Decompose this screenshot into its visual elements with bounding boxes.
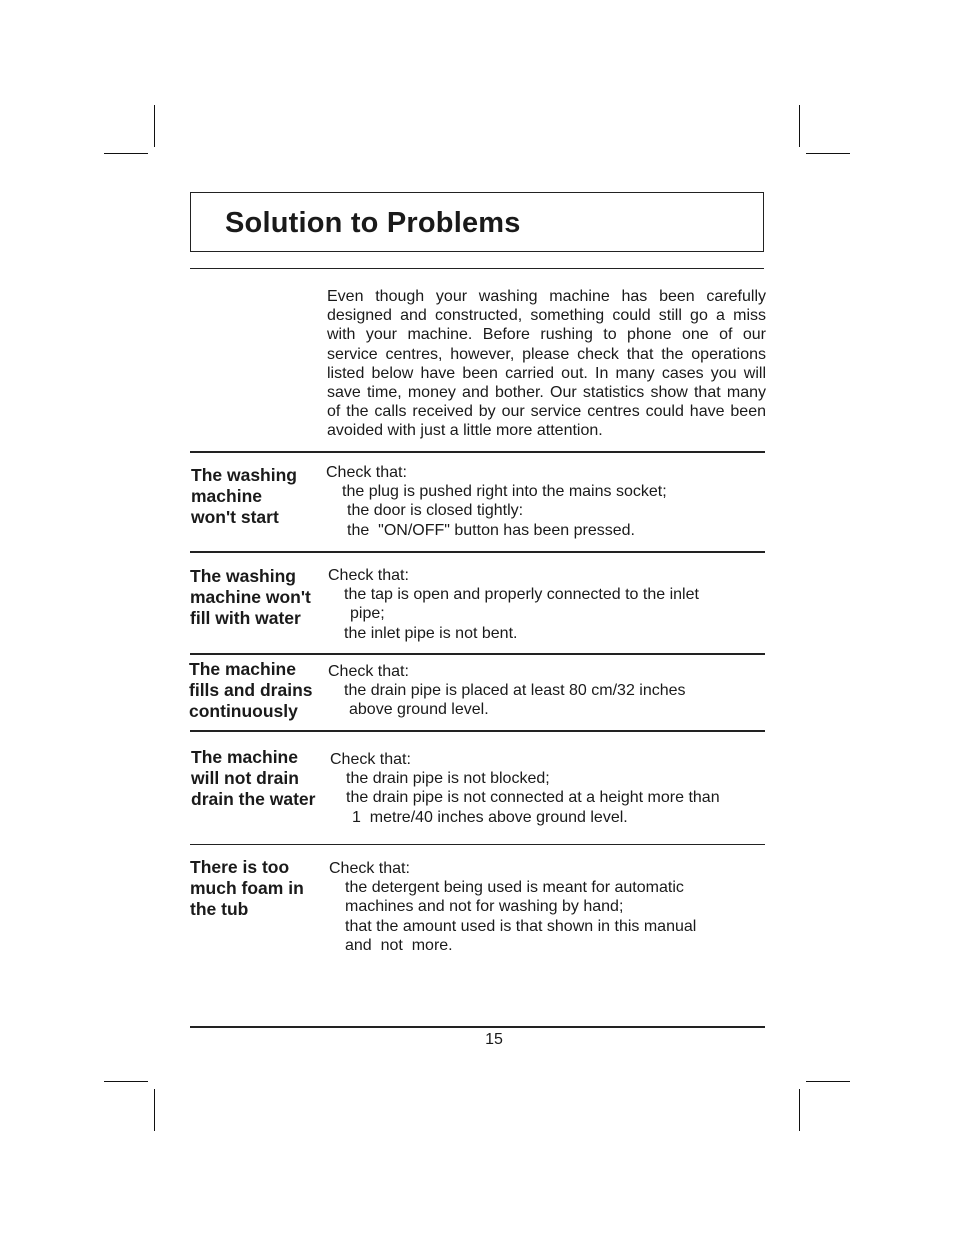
intro-paragraph: Even though your washing machine has been carefully designed and constructed, something could still go a miss with your machine. Before rushing to phone one of our service centres, however, please check that the operations listed below have been carried out. In many cases you will save time, money and bother. Our statistics show that many of the calls received by our service centres could have been avoided with just a little more attention. (327, 288, 766, 440)
problem-title-line: fills and drains (189, 680, 313, 700)
page-number: 15 (485, 1031, 503, 1048)
title-box (190, 192, 764, 252)
check-item: and not more. (345, 936, 453, 954)
check-item: that the amount used is that shown in this manual (345, 917, 697, 935)
check-item: machines and not for washing by hand; (345, 898, 624, 916)
footer-divider (190, 1026, 765, 1028)
problem-title-line: won't start (191, 507, 279, 527)
crop-mark (806, 153, 850, 154)
check-item: pipe; (350, 605, 385, 623)
problem-title (190, 857, 325, 920)
check-list (329, 859, 696, 955)
problem-title-line: continuously (189, 701, 298, 721)
problem-title-line: machine (191, 486, 262, 506)
problem-title-line: much foam in (190, 878, 304, 898)
check-item: the drain pipe is not blocked; (346, 770, 550, 788)
crop-mark (154, 105, 155, 147)
check-list (328, 662, 686, 720)
check-item: the inlet pipe is not bent. (344, 624, 518, 642)
crop-mark (104, 153, 148, 154)
problem-title-line: The washing (190, 566, 296, 586)
section-divider (190, 551, 765, 553)
crop-mark (806, 1081, 850, 1082)
crop-mark (799, 105, 800, 147)
check-list (326, 463, 667, 540)
check-label: Check that: (328, 663, 409, 680)
check-item: the tap is open and properly connected to the inlet (344, 586, 699, 604)
page-title: Solution to Problems (225, 207, 521, 239)
problem-title (189, 659, 324, 722)
problem-title-line: The washing (191, 465, 297, 485)
check-item: the "ON/OFF" button has been pressed. (347, 521, 635, 539)
section-divider (190, 730, 765, 732)
problem-title-line: machine won't (190, 587, 311, 607)
divider (190, 268, 764, 269)
crop-mark (104, 1081, 148, 1082)
problem-title-line: drain the water (191, 789, 316, 809)
check-list (330, 750, 720, 827)
problem-title-line: will not drain (191, 768, 299, 788)
check-item: the detergent being used is meant for automatic (345, 879, 684, 897)
crop-mark (154, 1089, 155, 1131)
check-label: Check that: (326, 464, 407, 481)
check-label: Check that: (330, 751, 411, 768)
problem-title-line: fill with water (190, 608, 301, 628)
check-item: the drain pipe is placed at least 80 cm/32 inches (344, 682, 686, 700)
check-item: 1 metre/40 inches above ground level. (352, 808, 628, 826)
check-item: the door is closed tightly: (347, 502, 524, 520)
section-divider (190, 844, 765, 845)
section-divider (190, 653, 765, 655)
problem-title-line: The machine (191, 747, 298, 767)
problem-title (190, 566, 325, 629)
check-item: the drain pipe is not connected at a height more than (346, 789, 720, 807)
problem-title-line: There is too (190, 857, 290, 877)
check-item: the plug is pushed right into the mains socket; (342, 483, 667, 501)
problem-title-line: The machine (189, 659, 296, 679)
problem-title (191, 465, 326, 528)
check-label: Check that: (328, 567, 409, 584)
check-label: Check that: (329, 860, 410, 877)
problem-title-line: the tub (190, 899, 249, 919)
problem-title (191, 747, 326, 810)
check-list (328, 566, 699, 643)
check-item: above ground level. (349, 701, 489, 719)
crop-mark (799, 1089, 800, 1131)
section-divider (190, 451, 765, 453)
